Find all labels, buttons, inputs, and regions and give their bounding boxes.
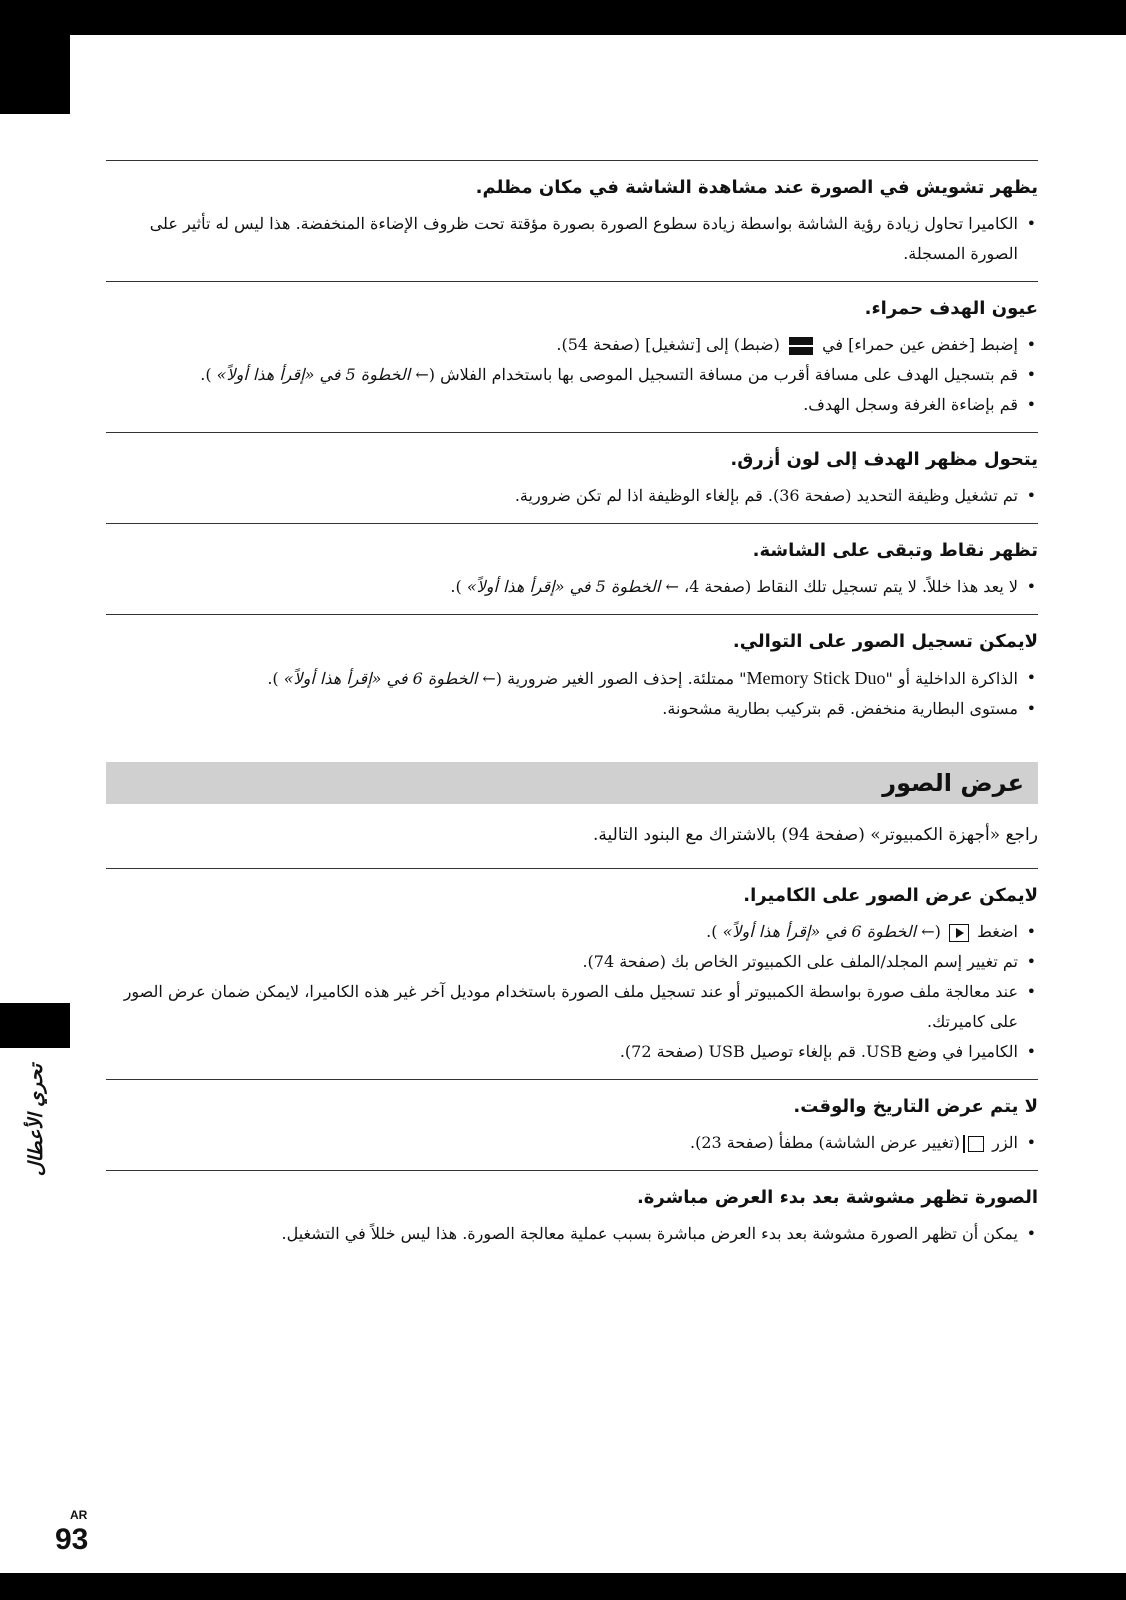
list-item: [106, 572, 1036, 602]
section-date-time: [106, 1079, 1038, 1170]
list-item: • تم تشغيل وظيفة التحديد (صفحة 36). قم بإلغاء الوظيفة اذا لم تكن ضرورية.: [106, 481, 1036, 511]
list-item: [106, 917, 1036, 947]
bullet-list: [106, 1219, 1038, 1249]
section-blue-tint: [106, 432, 1038, 523]
top-left-block: [0, 0, 70, 114]
section-coarse-image: [106, 1170, 1038, 1261]
list-item: [106, 330, 1036, 360]
list-item: • يمكن أن تظهر الصورة مشوشة بعد بدء العرض مباشرة بسبب عملية معالجة الصورة. هذا ليس خللاً في التشغيل.: [106, 1219, 1036, 1249]
item-text: الزر: [992, 1133, 1018, 1152]
side-label: تحري الأعطال: [25, 1063, 47, 1177]
reference-text: الخطوة 6 في «إقرأ هذا أولاً»: [283, 669, 478, 688]
bottom-bar: [0, 1573, 1126, 1600]
side-tab: [0, 1003, 70, 1048]
section-title: تظهر نقاط وتبقى على الشاشة.: [752, 540, 1038, 561]
section-title: لا يتم عرض التاريخ والوقت.: [793, 1096, 1038, 1117]
item-text: (←: [921, 922, 941, 941]
list-item: • عند معالجة ملف صورة بواسطة الكمبيوتر أو عند تسجيل ملف الصورة باستخدام موديل آخر غير هذه الكاميرا، لايمكن ضمان عرض الصور على كاميرتك.: [106, 977, 1036, 1037]
item-text: اضغط: [977, 922, 1018, 941]
item-text: (تغيير عرض الشاشة) مطفأ (صفحة 23).: [690, 1133, 960, 1152]
bullet-list: [106, 1128, 1038, 1158]
item-text: الذاكرة الداخلية أو ": [885, 669, 1018, 688]
section-title: يظهر تشويش في الصورة عند مشاهدة الشاشة في مكان مظلم.: [475, 177, 1038, 198]
item-text: ).: [706, 922, 718, 941]
item-text: قم بتسجيل الهدف على مسافة أقرب من مسافة التسجيل الموصى بها باستخدام الفلاش (←: [415, 365, 1018, 384]
bullet-list: [106, 481, 1038, 511]
memory-stick-text: Memory Stick Duo: [746, 668, 886, 688]
section-continuous: [106, 614, 1038, 736]
reference-text: الخطوة 5 في «إقرأ هذا أولاً»: [466, 577, 661, 596]
item-text: " ممتلئة. إحذف الصور الغير ضرورية (←: [482, 669, 747, 688]
top-bar: [0, 0, 1126, 35]
item-text: ).: [200, 365, 212, 384]
section-title: يتحول مظهر الهدف إلى لون أزرق.: [730, 449, 1038, 470]
section-red-eye: [106, 281, 1038, 432]
playback-icon: [949, 924, 969, 942]
page-number: 93: [55, 1523, 89, 1556]
item-text: (ضبط) إلى [تشغيل] (صفحة 54).: [556, 335, 780, 354]
item-text: ).: [267, 669, 279, 688]
list-item: [106, 663, 1036, 694]
language-code: AR: [70, 1508, 88, 1522]
list-item: [106, 360, 1036, 390]
list-item: • الكاميرا تحاول زيادة رؤية الشاشة بواسطة زيادة سطوع الصورة بصورة مؤقتة تحت ظروف الإضاءة المنخفضة. هذا ليس له تأثير على الصورة المسجلة.: [106, 209, 1036, 269]
display-icon: [968, 1136, 984, 1152]
section-cannot-view: [106, 868, 1038, 1079]
bullet-list: [106, 209, 1038, 269]
reference-text: الخطوة 6 في «إقرأ هذا أولاً»: [722, 922, 917, 941]
section-dark-noise: [106, 160, 1038, 281]
list-item: • تم تغيير إسم المجلد/الملف على الكمبيوتر الخاص بك (صفحة 74).: [106, 947, 1036, 977]
section-title: لايمكن عرض الصور على الكاميرا.: [743, 885, 1038, 906]
band-title: عرض الصور: [882, 769, 1024, 797]
intro-text: راجع «أجهزة الكمبيوتر» (صفحة 94) بالاشتراك مع البنود التالية.: [593, 825, 1038, 845]
list-item: [106, 1128, 1036, 1158]
item-text: ).: [450, 577, 462, 596]
item-text: إضبط [خفض عين حمراء] في: [822, 335, 1018, 354]
page-content: [106, 160, 1038, 1261]
section-band: [106, 762, 1038, 804]
section-title: عيون الهدف حمراء.: [864, 298, 1038, 319]
list-item: • الكاميرا في وضع USB. قم بإلغاء توصيل USB (صفحة 72).: [106, 1037, 1036, 1067]
list-item: • قم بإضاءة الغرفة وسجل الهدف.: [106, 390, 1036, 420]
section-title: الصورة تظهر مشوشة بعد بدء العرض مباشرة.: [636, 1187, 1038, 1208]
bullet-list: [106, 917, 1038, 1067]
bullet-list: [106, 330, 1038, 420]
item-text: لا يعد هذا خللاً. لا يتم تسجيل تلك النقاط (صفحة 4، ←: [665, 577, 1018, 596]
bullet-list: [106, 663, 1038, 724]
bullet-list: [106, 572, 1038, 602]
toolbox-icon: [789, 337, 813, 355]
section-title: لايمكن تسجيل الصور على التوالي.: [732, 631, 1038, 652]
list-item: • مستوى البطارية منخفض. قم بتركيب بطارية مشحونة.: [106, 694, 1036, 724]
reference-text: الخطوة 5 في «إقرأ هذا أولاً»: [216, 365, 411, 384]
section-dots: [106, 523, 1038, 614]
